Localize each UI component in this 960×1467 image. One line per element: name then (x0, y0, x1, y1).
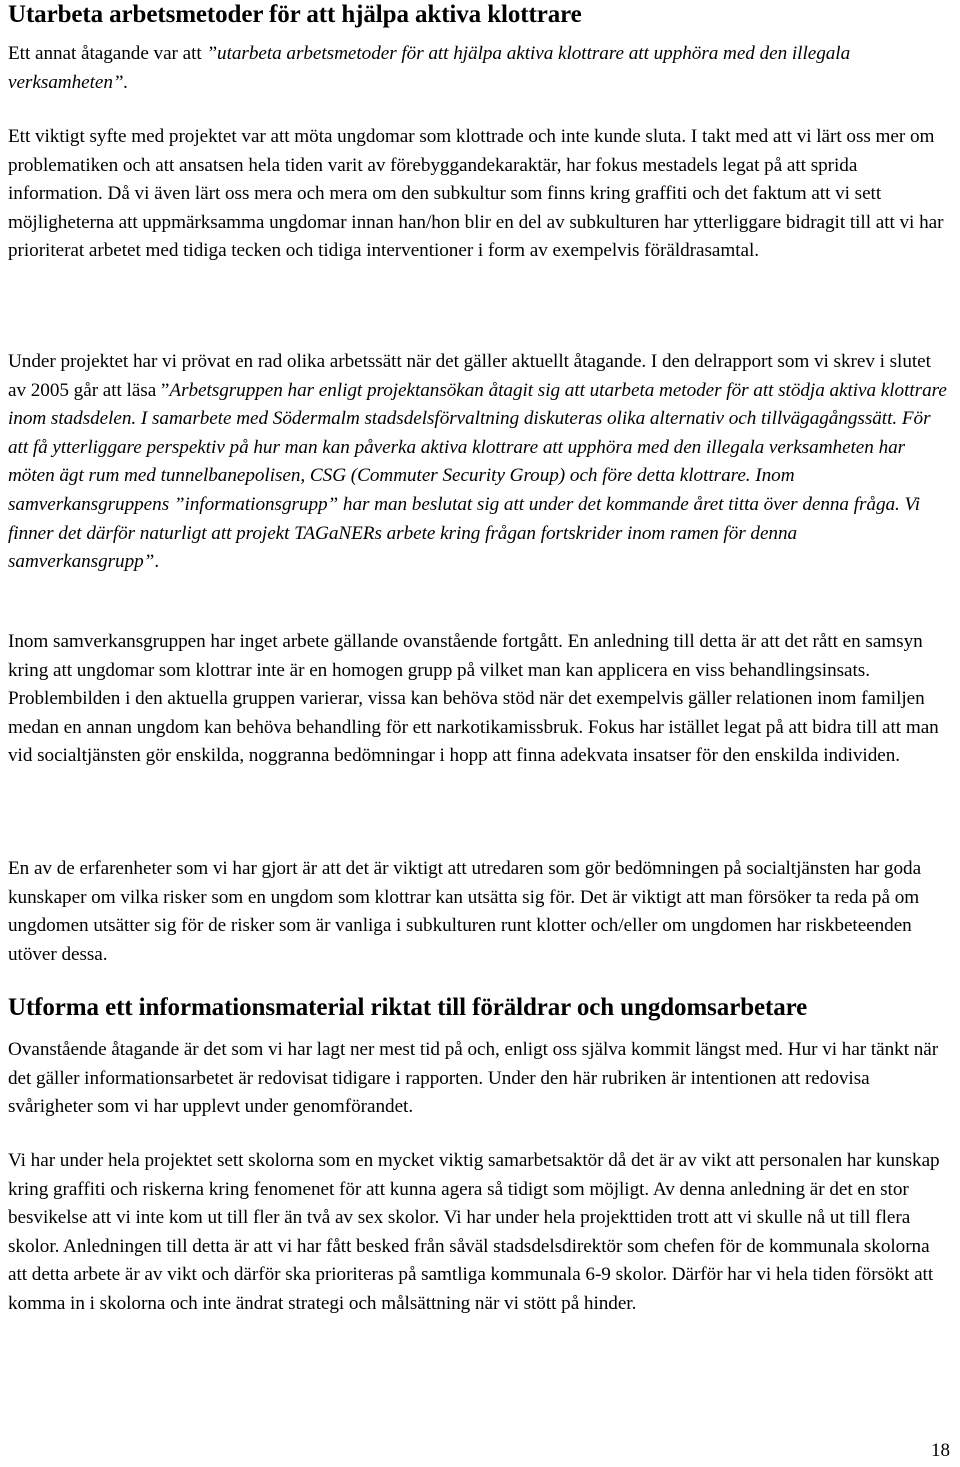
p7-run-0: Vi har under hela projektet sett skolorna som en mycket viktig samarbetsaktör då det är av vikt att personalen har kunskap kring graffiti och riskerna kring fenomenet för att kunna agera så tidigt som möjligt. Av denna anledning är det en stor besvikelse att vi inte kom ut till fler än två av sex skolor. Vi har under hela projekttiden trott att vi skulle nå ut till flera skolor. Anledningen till detta är att vi har fått besked från såväl stadsdelsdirektör som chefen för de kommunala skolorna att detta arbete är av vikt och därför ska prioriteras på samtliga kommunala 6-9 skolor. Därför har vi hela tiden försökt att komma in i skolorna och inte ändrat strategi och målsättning när vi stött på hinder. (8, 1150, 940, 1314)
p1-run-1: ”utarbeta arbetsmetoder för att hjälpa aktiva klottrare att upphöra med den illegala verksamheten”. (8, 43, 851, 93)
paragraph-6 (8, 1036, 952, 1122)
section-heading-2: Utforma ett informationsmaterial riktat till föräldrar och ungdomsarbetare (8, 994, 808, 1021)
section-heading-1: Utarbeta arbetsmetoder för att hjälpa aktiva klottrare (8, 1, 582, 28)
p3-run-2: . (154, 551, 160, 573)
paragraph-4 (8, 628, 952, 771)
p5-run-0: En av de erfarenheter som vi har gjort är att det är viktigt att utredaren som gör bedömningen på socialtjänsten har goda kunskaper om vilka risker som en ungdom som klottrar kan utsätta sig för. Det är viktigt att man försöker ta reda på om ungdomen utsätter sig för de risker som är vanliga i subkulturen runt klotter och/eller om ungdomen har riskbeteenden utöver dessa. (8, 858, 922, 965)
p3-run-0: Under projektet har vi prövat en rad olika arbetssätt när det gäller aktuellt åtagande. I den delrapport som vi skrev i slutet av 2005 går att läsa ” (8, 351, 931, 401)
page-number: 18 (931, 1440, 950, 1461)
p4-run-0: Inom samverkansgruppen har inget arbete gällande ovanstående fortgått. En anledning till detta är att det rått en samsyn kring att ungdomar som klottrar inte är en homogen grupp på vilket man kan applicera en viss behandlingsinsats. Problembilden i den aktuella gruppen varierar, vissa kan behöva stöd när det exempelvis gäller relationen inom familjen medan en annan ungdom kan behöva behandling för ett narkotikamissbruk. Fokus har istället legat på att bidra till att man vid socialtjänsten gör enskilda, noggranna bedömningar i hopp att finna adekvata insatser för den enskilda individen. (8, 631, 939, 767)
paragraph-5 (8, 855, 952, 969)
paragraph-1 (8, 40, 952, 97)
p6-run-0: Ovanstående åtagande är det som vi har lagt ner mest tid på och, enligt oss själva kommit längst med. Hur vi har tänkt när det gäller informationsarbetet är redovisat tidigare i rapporten. Under den här rubriken är intentionen att redovisa svårigheter som vi har upplevt under genomförandet. (8, 1039, 939, 1118)
paragraph-7 (8, 1147, 952, 1319)
p1-run-0: Ett annat åtagande var att (8, 43, 207, 64)
paragraph-3 (8, 348, 952, 577)
p2-run-0: Ett viktigt syfte med projektet var att möta ungdomar som klottrade och inte kunde sluta. I takt med att vi lärt oss mer om problematiken och att ansatsen hela tiden varit av förebyggandekaraktär, har fokus mestadels legat på att sprida information. Då vi även lärt oss mera och mera om den subkultur som finns kring graffiti och det faktum att vi sett möjligheterna att uppmärksamma ungdomar innan han/hon blir en del av subkulturen har ytterliggare bidragit till att vi har prioriterat arbetet med tidiga tecken och tidiga interventioner i form av exempelvis föräldrasamtal. (8, 126, 944, 262)
paragraph-2 (8, 123, 952, 266)
p3-run-1: Arbetsgruppen har enligt projektansökan åtagit sig att utarbeta metoder för att stödja aktiva klottrare inom stadsdelen. I samarbete med Södermalm stadsdelsförvaltning diskuteras olika alternativ och tillvägagångssätt. För att få ytterliggare perspektiv på hur man kan påverka aktiva klottrare att upphöra med den illegala verksamheten har möten ägt rum med tunnelbanepolisen, CSG (Commuter Security Group) och före detta klottrare. Inom samverkansgruppens ”informationsgrupp” har man beslutat sig att under det kommande året titta över denna fråga. Vi finner det därför naturligt att projekt TAGaNERs arbete kring frågan fortskrider inom ramen för denna samverkansgrupp” (8, 379, 947, 573)
